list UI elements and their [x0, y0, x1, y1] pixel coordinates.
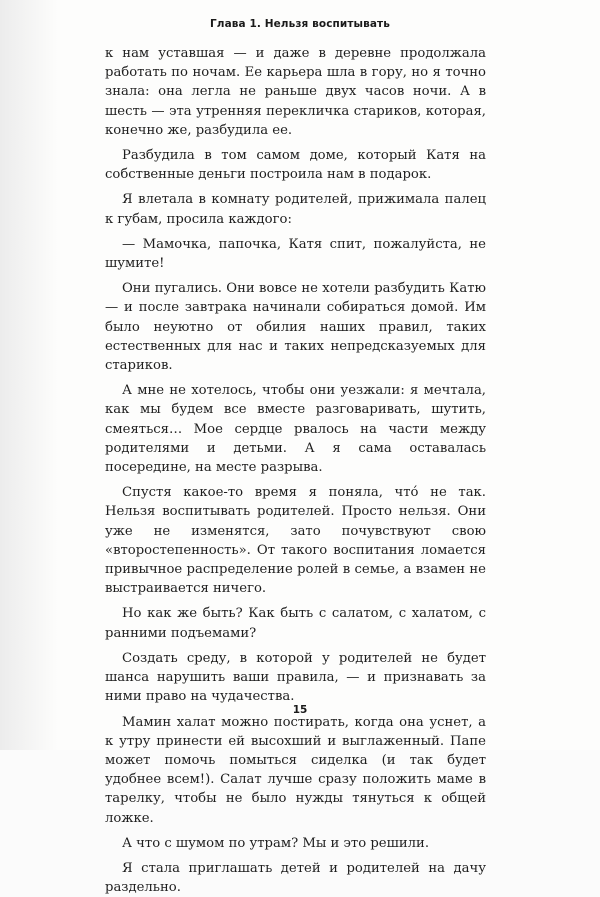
- body-text: [105, 44, 486, 897]
- paragraph: Мамин халат можно постирать, когда она уснет, а к утру принести ей высохший и выглаженный. Папе может помочь помыться сиделка (и так будет удобнее всем!). Салат лучше сразу положить маме в тарелку, чтобы не было нужды тянуться к общей ложке.: [105, 714, 486, 826]
- paragraph: Я влетала в комнату родителей, прижимала палец к губам, просила каждого:: [105, 192, 486, 227]
- paragraph: Спустя какое-то время я поняла, что́ не так. Нельзя воспитывать родителей. Просто нельзя. Они уже не изменятся, зато почувствуют свою «второстепенность». От такого воспитания ломается привычное распределение ролей в семье, а взамен не выстраивается ничего.: [105, 485, 486, 597]
- paragraph: А что с шумом по утрам? Мы и это решили.: [122, 835, 430, 851]
- paragraph: Я стала приглашать детей и родителей на дачу раздельно.: [105, 860, 486, 896]
- page-gutter-shadow: [0, 0, 58, 750]
- page-number: 15: [292, 704, 308, 716]
- paragraph: Но как же быть? Как быть с салатом, с халатом, с ранними подъемами?: [105, 606, 486, 641]
- paragraph: к нам уставшая — и даже в деревне продолжала работать по ночам. Ее карьера шла в гору, но я точно знала: она легла не раньше двух часов ночи. А в шесть — эта утренняя перекличка стариков, которая, конечно же, разбудила ее.: [105, 46, 486, 138]
- paragraph: Они пугались. Они вовсе не хотели разбудить Катю — и после завтрака начинали собираться домой. Им было неуютно от обилия наших правил, таких естественных для нас и таких непредсказуемых для стариков.: [105, 281, 486, 374]
- paragraph: А мне не хотелось, чтобы они уезжали: я мечтала, как мы будем все вместе разговаривать, шутить, смеяться… Мое сердце рвалось на части между родителями и детьми. А я сама оставалась посередине, на месте разрыва.: [105, 383, 486, 476]
- running-head: Глава 1. Нельзя воспитывать: [210, 18, 390, 30]
- paragraph: — Мамочка, папочка, Катя спит, пожалуйста, не шумите!: [105, 236, 486, 272]
- paragraph: Создать среду, в которой у родителей не будет шанса нарушить ваши правила, — и признавать за ними право на чудачества.: [105, 650, 486, 705]
- paragraph: Разбудила в том самом доме, который Катя на собственные деньги построила нам в подарок.: [105, 148, 486, 183]
